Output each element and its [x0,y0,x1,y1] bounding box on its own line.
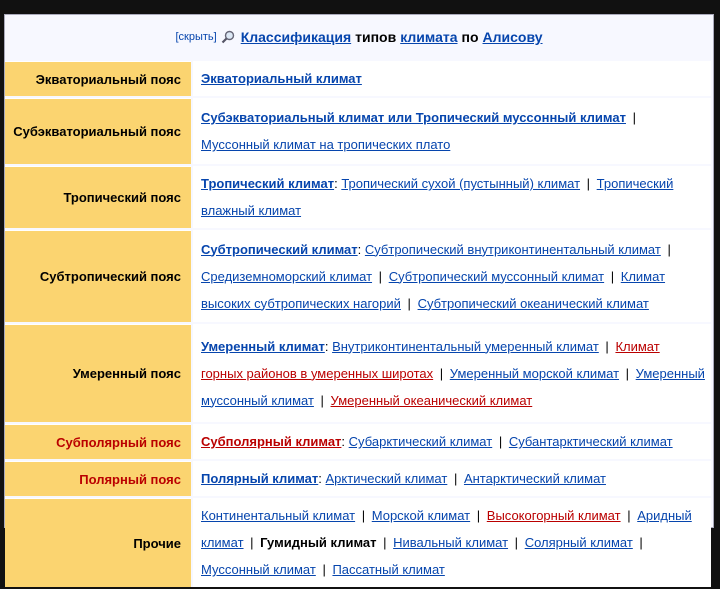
separator: | [514,535,519,550]
separator: | [322,562,326,577]
group-label[interactable]: Субэкваториальный пояс [5,98,191,164]
group-label[interactable]: Прочие [5,498,191,587]
climate-list [191,230,711,322]
colon: : [324,338,329,354]
climate-link[interactable]: Средиземноморский климат [201,268,373,284]
climate-link[interactable]: Тропический сухой (пустынный) климат [341,176,581,191]
magnifier-icon [221,30,235,44]
climate-link[interactable]: Муссонный климат на тропических плато [201,137,451,152]
climate-link[interactable]: Солярный климат [524,535,633,550]
table-row [5,166,711,228]
colon: : [318,471,322,486]
climate-list [191,461,711,496]
table-row [5,424,711,459]
separator: | [250,535,254,550]
separator: | [610,268,615,284]
colon: : [341,434,346,449]
climate-link[interactable]: Субполярный климат [201,434,342,449]
climate-link[interactable]: Умеренный океанический климат [330,392,533,408]
table-row [5,230,711,322]
hide-link[interactable]: [скрыть] [175,31,217,43]
climate-link[interactable]: Тропический климат [201,176,335,191]
climate-link[interactable]: Субтропический океанический климат [417,295,649,311]
group-label[interactable]: Субтропический пояс [5,230,191,322]
climate-link[interactable]: Умеренный климат [201,338,325,354]
separator: | [320,392,324,408]
separator: | [627,508,631,523]
colon: : [334,176,338,191]
climate-link[interactable]: Полярный климат [201,471,319,486]
separator: | [378,268,383,284]
group-label[interactable]: Умеренный пояс [5,324,191,422]
climate-list [191,424,711,459]
navbox-title [5,15,713,59]
climate-link[interactable]: Морской климат [371,508,471,523]
climate-link[interactable]: Муссонный климат [201,562,316,577]
table-row [5,461,711,496]
climate-list [191,324,711,422]
colon: : [357,241,362,257]
climate-link[interactable]: Пассатный климат [332,562,445,577]
climate-link[interactable]: Субтропический внутриконтинентальный климат [364,241,661,257]
group-label[interactable]: Тропический пояс [5,166,191,228]
climate-link[interactable]: Субэкваториальный климат или Тропический муссонный климат [201,110,626,125]
climate-link[interactable]: Арктический климат [325,471,448,486]
separator: | [639,535,643,550]
separator: | [667,241,671,257]
climate-link[interactable]: Умеренный морской климат [449,365,620,381]
climate-list [191,61,711,96]
separator: | [498,434,503,449]
separator: | [361,508,366,523]
climate-link[interactable]: Экваториальный климат [201,71,362,86]
climate-list [191,166,711,228]
climate-link[interactable]: Умеренный муссонный климат [201,365,705,408]
table-row [5,98,711,164]
separator: | [625,365,630,381]
climate-table [5,59,711,589]
climate-link[interactable]: Субантарктический климат [508,434,673,449]
climate-link[interactable]: Субтропический климат [201,241,358,257]
table-row [5,498,711,587]
title-word-types: типов [355,29,397,45]
title-link-classification[interactable]: Классификация [240,29,352,45]
climate-link[interactable]: Климат высоких субтропических нагорий [201,268,666,311]
group-label[interactable]: Экваториальный пояс [5,61,191,96]
separator: | [605,338,609,354]
separator: | [439,365,444,381]
separator: | [407,295,411,311]
climate-list [191,498,711,587]
table-row [5,324,711,422]
climate-link[interactable]: Антарктический климат [463,471,606,486]
separator: | [586,176,591,191]
climate-link[interactable]: Тропический влажный климат [201,176,674,218]
separator: | [383,535,387,550]
climate-link[interactable]: Аридный климат [201,508,692,550]
navbox [4,14,714,577]
title-word-by: по [461,29,479,45]
climate-link[interactable]: Субарктический климат [348,434,493,449]
climate-link[interactable]: Нивальный климат [393,535,509,550]
climate-link[interactable]: Субтропический муссонный климат [388,268,605,284]
separator: | [632,110,636,125]
title-link-climate[interactable]: климата [400,29,458,45]
group-label[interactable]: Субполярный пояс [5,424,191,459]
climate-link[interactable]: Континентальный климат [201,508,356,523]
climate-list [191,98,711,164]
group-label[interactable]: Полярный пояс [5,461,191,496]
climate-link[interactable]: Высокогорный климат [486,508,621,523]
title-link-alisov[interactable]: Алисову [482,29,543,45]
climate-current: Гумидный климат [260,535,377,550]
separator: | [453,471,458,486]
separator: | [476,508,481,523]
table-row [5,61,711,96]
climate-link[interactable]: Климат горных районов в умеренных широтах [201,338,660,381]
climate-link[interactable]: Внутриконтинентальный умеренный климат [332,338,599,354]
